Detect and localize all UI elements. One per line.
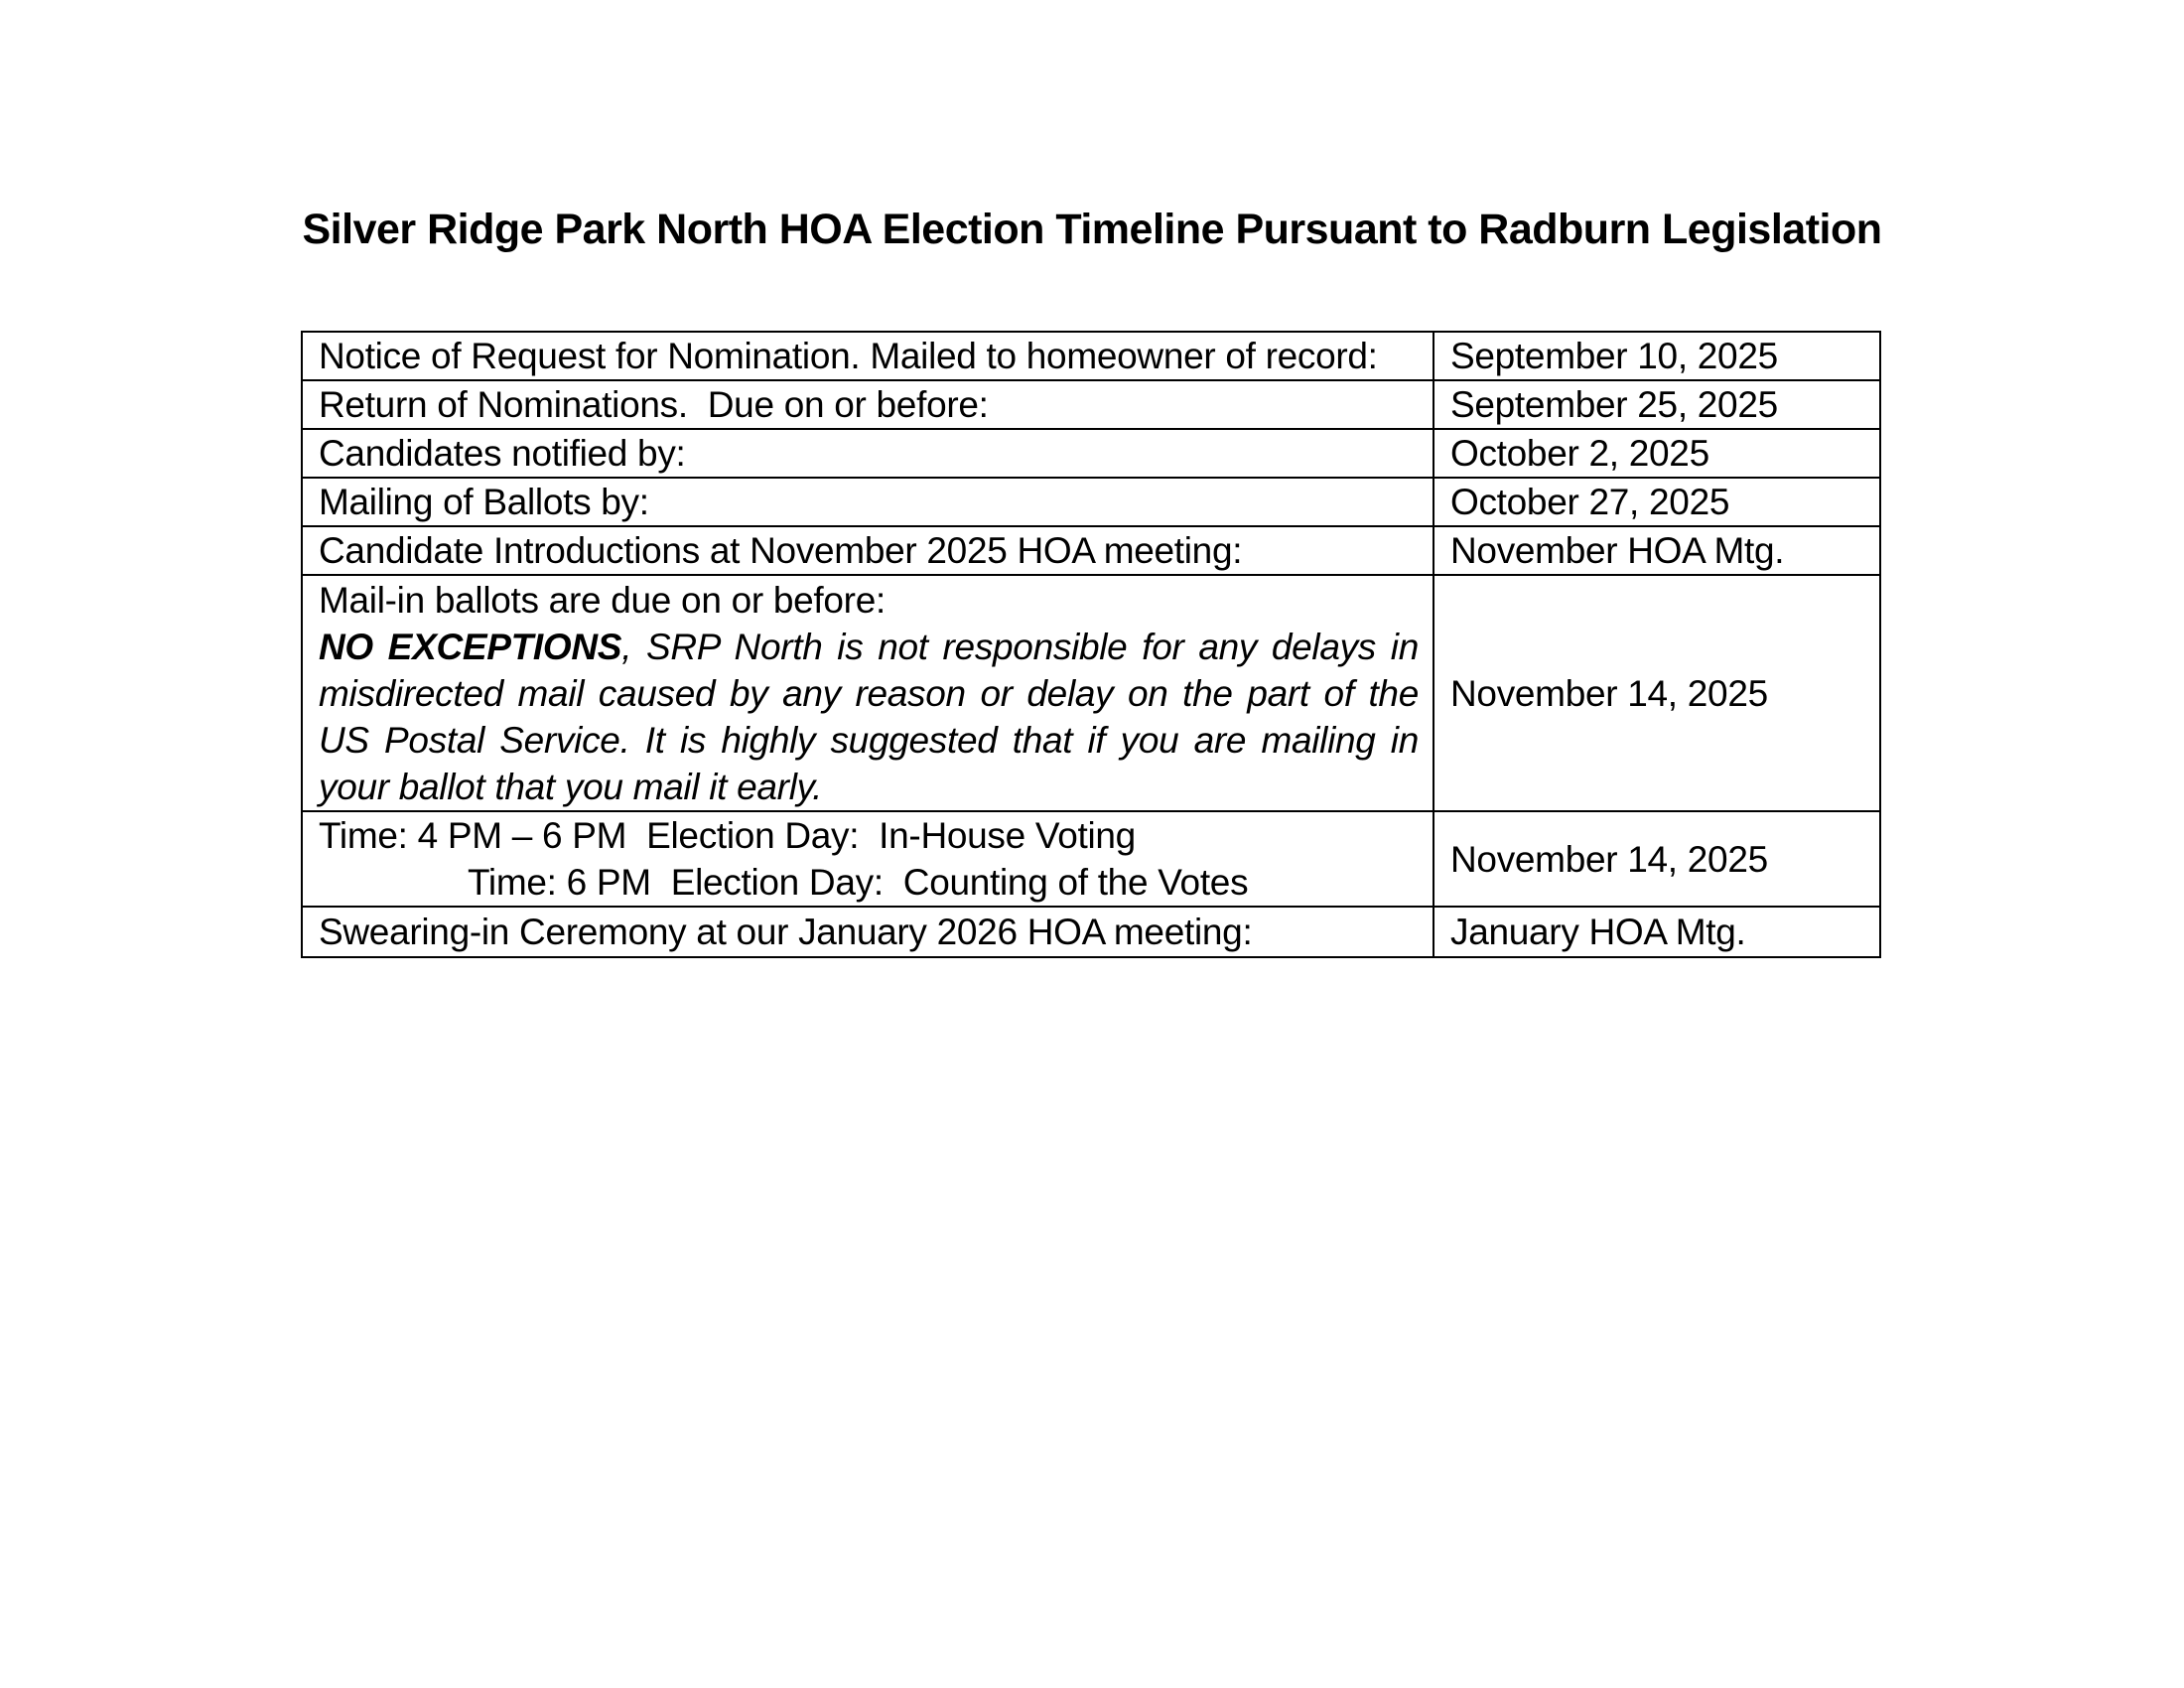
event-date: September 10, 2025 [1450,336,1778,376]
event-label-cell [302,380,1433,429]
event-label: Swearing-in Ceremony at our January 2026 HOA meeting: [319,912,1253,952]
event-label-cell [302,478,1433,526]
event-label: Return of Nominations. Due on or before: [319,384,989,425]
mail-in-ballots-heading: Mail-in ballots are due on or before: [319,579,886,621]
event-label-cell [302,907,1433,957]
election-timeline-table [301,331,1881,958]
event-date-cell [1433,811,1880,907]
event-label: Candidate Introductions at November 2025 HOA meeting: [319,530,1243,571]
page-title: Silver Ridge Park North HOA Election Timeline Pursuant to Radburn Legislation [302,206,1882,253]
event-date: October 27, 2025 [1450,482,1730,522]
event-date: January HOA Mtg. [1450,912,1746,952]
table-row [302,332,1880,380]
event-date: November HOA Mtg. [1450,530,1785,571]
table-row [302,907,1880,957]
event-label-cell [302,526,1433,575]
no-exceptions-body: , SRP North is not responsible for any delays in misdirected mail caused by any reason or delay on the part of the US Postal Service. It is highly suggested that if you are mailing in your ballot that you mail it early. [319,626,1419,807]
event-date: November 14, 2025 [1450,672,1768,714]
table-row [302,478,1880,526]
table-row [302,811,1880,907]
no-exceptions-paragraph [319,624,1419,810]
event-date: September 25, 2025 [1450,384,1778,425]
event-date-cell [1433,429,1880,478]
event-label-cell [302,811,1433,907]
election-day-voting-line: Time: 4 PM – 6 PM Election Day: In-House Voting [319,815,1136,856]
election-day-counting-line: Time: 6 PM Election Day: Counting of the Votes [468,862,1249,903]
event-label-cell [302,332,1433,380]
event-date-cell [1433,332,1880,380]
event-label-cell [302,575,1433,811]
event-date-cell [1433,380,1880,429]
table-row [302,575,1880,811]
event-label: Mailing of Ballots by: [319,482,649,522]
event-label: Notice of Request for Nomination. Mailed to homeowner of record: [319,336,1378,376]
event-label-cell [302,429,1433,478]
table-row [302,380,1880,429]
event-label: Candidates notified by: [319,433,686,474]
table-row [302,429,1880,478]
event-date-cell [1433,526,1880,575]
event-date-cell [1433,478,1880,526]
table-row [302,526,1880,575]
event-date-cell [1433,907,1880,957]
event-date: October 2, 2025 [1450,433,1709,474]
event-date: November 14, 2025 [1450,838,1768,880]
no-exceptions-emphasis: NO EXCEPTIONS [319,626,622,667]
event-date-cell [1433,575,1880,811]
